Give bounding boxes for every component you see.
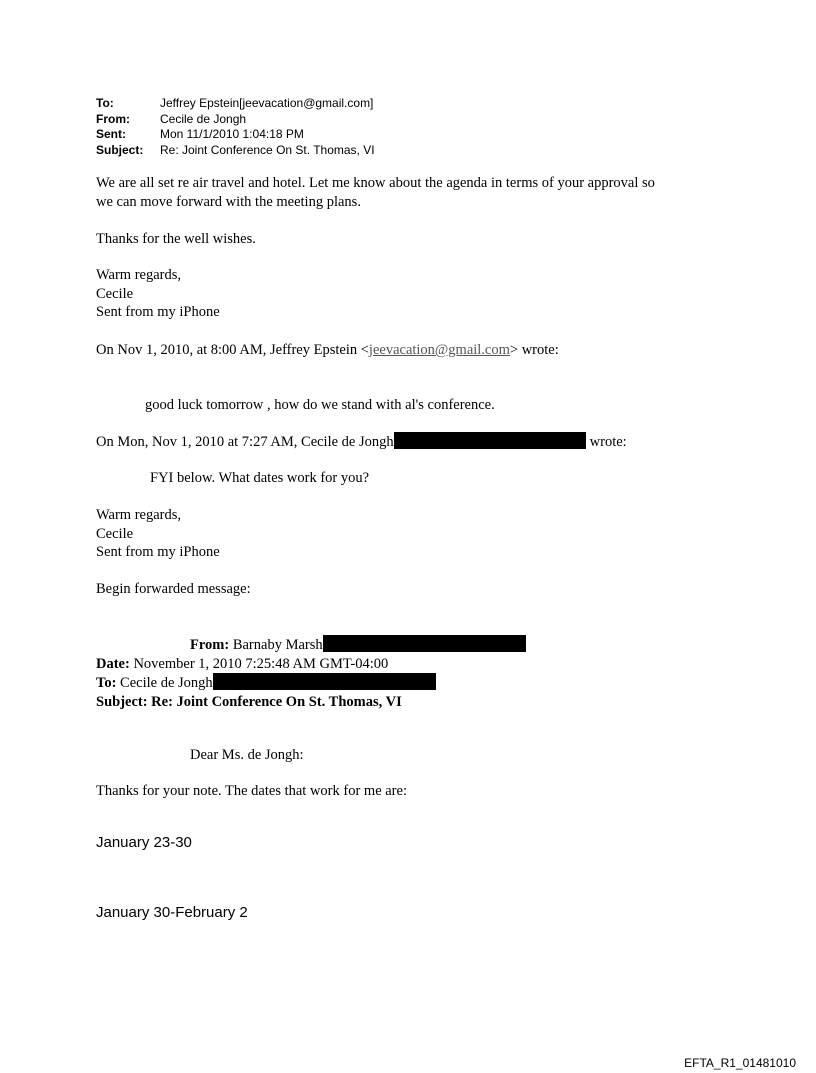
fwd-subject-row (96, 693, 526, 712)
fwd-from-value: Barnaby Marsh (232, 637, 323, 653)
redaction-block (323, 635, 526, 652)
signature-1 (96, 266, 220, 322)
fwd-date-row (96, 655, 526, 674)
header-subject-row (96, 143, 375, 159)
header-to-value: Jeffrey Epstein[jeevacation@gmail.com] (160, 96, 374, 110)
paragraph-travel-line-1: We are all set re air travel and hotel. Let me know about the agenda in terms of your approval so (96, 175, 655, 191)
date-option-2: January 30-February 2 (96, 904, 248, 921)
quote-1-suffix: > wrote: (509, 342, 559, 358)
quote-1-text: good luck tomorrow , how do we stand with al's conference. (145, 397, 495, 413)
paragraph-travel-line-2: we can move forward with the meeting plans. (96, 193, 361, 210)
email-header (96, 96, 375, 158)
quote-2-suffix: wrote: (589, 434, 627, 450)
redaction-block (394, 432, 586, 449)
quote-1-prefix: On Nov 1, 2010, at 8:00 AM, Jeffrey Epstein < (96, 342, 369, 358)
header-sent-row (96, 127, 375, 143)
quote-2-prefix: On Mon, Nov 1, 2010 at 7:27 AM, Cecile de Jongh (96, 434, 394, 450)
signature-1-line-1: Warm regards, (96, 267, 181, 283)
salutation: Dear Ms. de Jongh: (190, 747, 304, 763)
fwd-from-label: From: (190, 637, 230, 653)
header-to-label: To: (96, 96, 114, 110)
signature-2-line-1: Warm regards, (96, 507, 181, 523)
email-link[interactable]: jeevacation@gmail.com (368, 342, 510, 358)
date-option-1: January 23-30 (96, 834, 192, 851)
forwarded-label: Begin forwarded message: (96, 581, 251, 597)
header-subject-label: Subject: (96, 142, 144, 157)
redaction-block (213, 673, 436, 690)
signature-2-line-3: Sent from my iPhone (96, 544, 220, 560)
forwarded-header (96, 635, 526, 711)
header-from-label: From: (96, 111, 130, 126)
quote-2-attribution (96, 432, 627, 452)
fwd-from-row (96, 635, 526, 655)
quote-1-attribution (96, 341, 559, 360)
header-sent-label: Sent: (96, 127, 126, 141)
signature-2-line-2: Cecile (96, 525, 134, 542)
fwd-to-row (96, 673, 526, 693)
quote-2-text: FYI below. What dates work for you? (150, 470, 370, 486)
header-from-value: Cecile de Jongh (160, 111, 247, 126)
header-sent-value: Mon 11/1/2010 1:04:18 PM (160, 127, 304, 141)
fwd-date-label: Date: (96, 655, 130, 672)
fwd-to-label: To: (96, 675, 117, 691)
paragraph-thanks: Thanks for the well wishes. (96, 231, 256, 247)
fwd-to-value: Cecile de Jongh (120, 675, 213, 691)
header-to-row (96, 96, 375, 112)
header-subject-value: Re: Joint Conference On St. Thomas, VI (160, 142, 375, 157)
signature-2 (96, 506, 220, 562)
signature-1-line-3: Sent from my iPhone (96, 304, 220, 320)
fwd-subject: Subject: Re: Joint Conference On St. Thomas, VI (96, 693, 402, 710)
document-id: EFTA_R1_01481010 (684, 1056, 796, 1070)
header-from-row (96, 112, 375, 128)
dates-intro: Thanks for your note. The dates that work for me are: (96, 783, 407, 799)
paragraph-travel (96, 174, 655, 211)
signature-1-line-2: Cecile (96, 285, 134, 302)
fwd-date-value: November 1, 2010 7:25:48 AM GMT-04:00 (133, 655, 389, 672)
